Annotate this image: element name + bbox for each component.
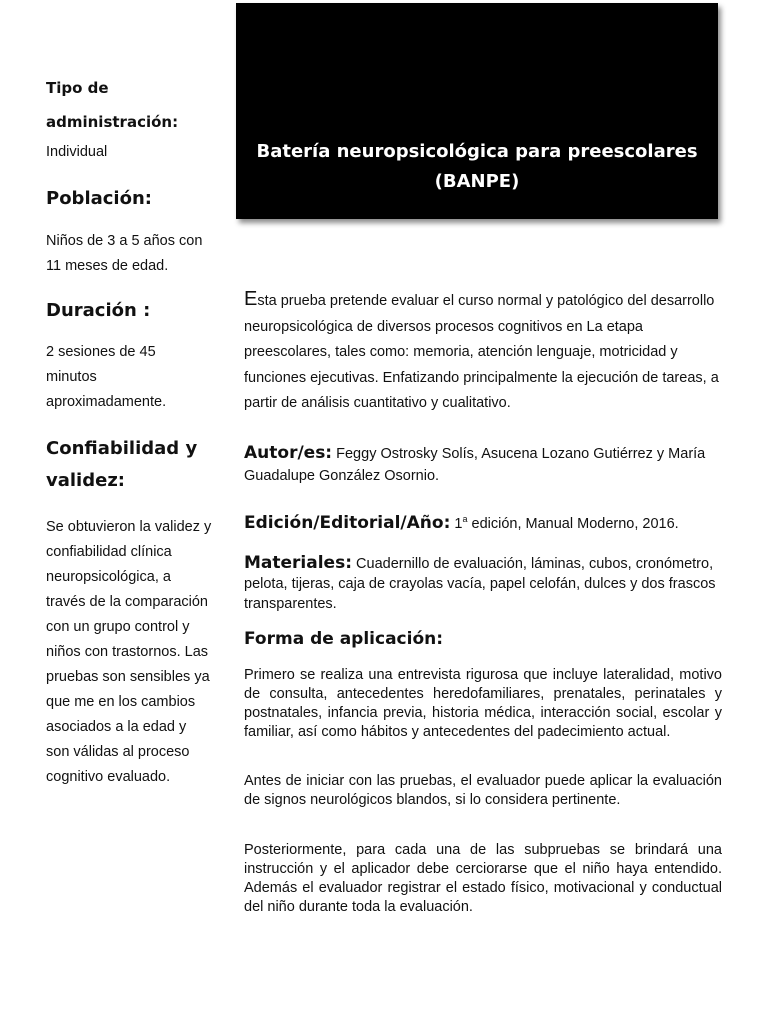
title-line-1: Batería neuropsicológica para preescolares xyxy=(256,141,698,162)
poblacion-value: Niños de 3 a 5 años con 11 meses de edad. xyxy=(46,233,203,274)
edicion-label: Edición/Editorial/Año: xyxy=(244,512,451,533)
duracion-heading: Duración : xyxy=(46,300,151,321)
tipo-heading: Tipo de administración: xyxy=(46,79,179,131)
autor-block xyxy=(244,442,722,487)
edicion-number: 1 xyxy=(454,515,463,532)
forma-paragraph-1: Primero se realiza una entrevista rigurosa que incluye lateralidad, motivo de consulta, antecedentes heredofamiliares, prenatales, perinatales y postnatales, infancia previa, historia médica, interacción social, escolar y familiar, así como hábitos y antecedentes del padecimiento actual. xyxy=(244,667,722,740)
intro-dropcap: E xyxy=(244,288,258,310)
forma-heading: Forma de aplicación: xyxy=(244,629,444,649)
intro-paragraph xyxy=(244,287,722,417)
duracion-value: 2 sesiones de 45 minutos aproximadamente. xyxy=(46,344,167,410)
document-title xyxy=(256,137,697,197)
tipo-value: Individual xyxy=(46,144,108,160)
intro-text: sta prueba pretende evaluar el curso normal y patológico del desarrollo neuropsicológica de diversos procesos cognitivos en La etapa preescolares, tales como: memoria, atención lenguaje, motricidad y funciones ejecutivas. Enfatizando principalmente la ejecución de tareas, a partir de análisis cuantitativo y cualitativo. xyxy=(244,293,719,411)
edicion-value: edición, Manual Moderno, 2016. xyxy=(471,515,679,532)
autor-value: Feggy Ostrosky Solís, Asucena Lozano Gutiérrez y María Guadalupe González Osornio. xyxy=(244,446,706,484)
poblacion-heading: Población: xyxy=(46,188,152,209)
forma-paragraph-2: Antes de iniciar con las pruebas, el evaluador puede aplicar la evaluación de signos neurológicos blandos, si lo considera pertinente. xyxy=(244,773,722,808)
title-line-2: (BANPE) xyxy=(434,171,520,192)
materiales-label: Materiales: xyxy=(244,553,353,573)
autor-label: Autor/es: xyxy=(244,443,333,463)
forma-paragraph-3: Posteriormente, para cada una de las subpruebas se brindará una instrucción y el aplicador debe cerciorarse que el niño haya entendido. Además el evaluador registrar el estado físico, motivacional y conductual del niño durante toda la evaluación. xyxy=(244,842,722,915)
confiabilidad-value: Se obtuvieron la validez y confiabilidad clínica neuropsicológica, a través de la comparación con un grupo control y niños con trastornos. Las pruebas son sensibles ya que me en los cambios asociados a la edad y son válidas al proceso cognitivo evaluado. xyxy=(46,519,212,785)
title-box xyxy=(236,3,718,219)
materiales-block xyxy=(244,553,722,614)
materiales-value: Cuadernillo de evaluación, láminas, cubos, cronómetro, pelota, tijeras, caja de crayolas vacía, papel celofán, dulces y dos frascos transparentes. xyxy=(244,556,716,612)
edicion-block xyxy=(244,508,722,535)
edicion-superscript: a xyxy=(462,514,468,524)
confiabilidad-heading: Confiabilidad y validez: xyxy=(46,438,198,491)
